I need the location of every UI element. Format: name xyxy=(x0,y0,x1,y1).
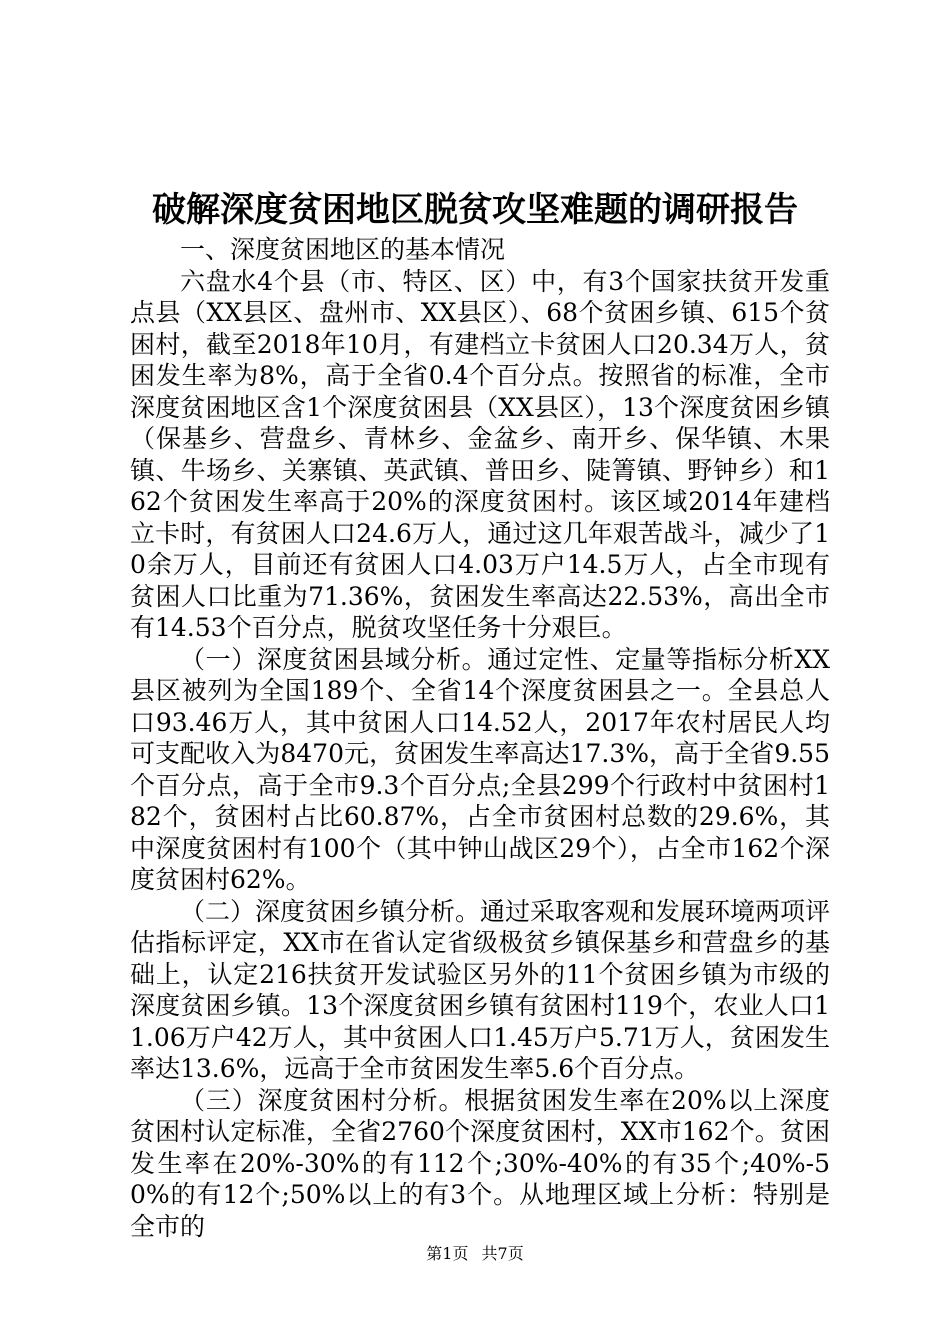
document-title: 破解深度贫困地区脱贫攻坚难题的调研报告 xyxy=(152,190,798,230)
page-footer xyxy=(0,1243,950,1265)
paragraph-township-analysis: （二）深度贫困乡镇分析。通过采取客观和发展环境两项评估指标评定，XX市在省认定省级极贫乡镇保基乡和营盘乡的基础上，认定216扶贫开发试验区另外的11个贫困乡镇为市级的深度贫困乡镇。13个深度贫困乡镇有贫困村119个，农业人口11.06万户42万人，其中贫困人口1.45万户5.71万人，贫困发生率达13.6%，远高于全市贫困发生率5.6个百分点。 xyxy=(130,896,831,1083)
document-body xyxy=(130,234,830,1242)
paragraph-overview: 六盘水4个县（市、特区、区）中，有3个国家扶贫开发重点县（XX县区、盘州市、XX县区）、68个贫困乡镇、615个贫困村，截至2018年10月，有建档立卡贫困人口20.34万人，贫困发生率为8%，高于全省0.4个百分点。按照省的标准，全市深度贫困地区含1个深度贫困县（XX县区），13个深度贫困乡镇（保基乡、营盘乡、青林乡、金盆乡、南开乡、保华镇、木果镇、牛场乡、关寨镇、英武镇、普田乡、陡箐镇、野钟乡）和162个贫困发生率高于20%的深度贫困村。该区域2014年建档立卡时，有贫困人口24.6万人，通过这几年艰苦战斗，减少了10余万人，目前还有贫困人口4.03万户14.5万人，占全市现有贫困人口比重为71.36%，贫困发生率高达22.53%，高出全市有14.53个百分点，脱贫攻坚任务十分艰巨。 xyxy=(130,266,830,642)
section-heading: 一、深度贫困地区的基本情况 xyxy=(180,235,506,264)
page-number: 第1页 xyxy=(426,1244,469,1263)
paragraph-county-analysis: （一）深度贫困县域分析。通过定性、定量等指标分析XX县区被列为全国189个、全省14个深度贫困县之一。全县总人口93.46万人，其中贫困人口14.52人，2017年农村居民人均可支配收入为8470元，贫困发生率高达17.3%，高于全省9.55个百分点，高于全市9.3个百分点;全县299个行政村中贫困村182个，贫困村占比60.87%，占全市贫困村总数的29.6%，其中深度贫困村有100个（其中钟山战区29个），占全市162个深度贫困村62%。 xyxy=(130,644,830,894)
paragraph-village-analysis: （三）深度贫困村分析。根据贫困发生率在20%以上深度贫困村认定标准，全省2760个深度贫困村，XX市162个。贫困发生率在20%-30%的有112个;30%-40%的有35个;40%-50%的有12个;50%以上的有3个。从地理区域上分析：特别是全市的 xyxy=(130,1085,830,1241)
page-total: 共7页 xyxy=(481,1244,524,1263)
